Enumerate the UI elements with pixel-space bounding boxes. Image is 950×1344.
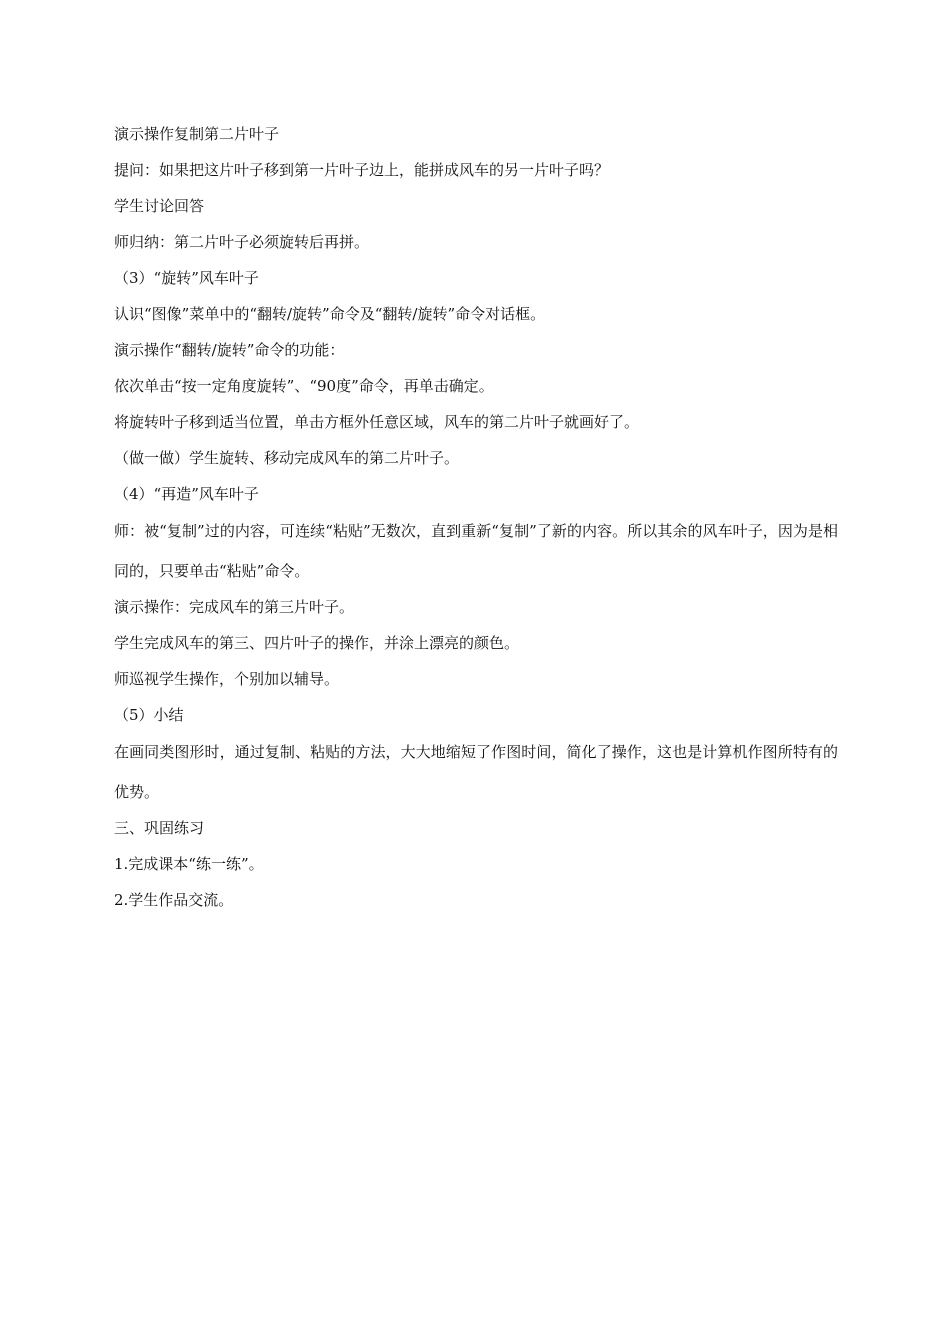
paragraph-summary-text: 在画同类图形时，通过复制、粘贴的方法，大大地缩短了作图时间，简化了操作，这也是计算机作图所特有的优势。 [114,743,838,801]
paragraph-menu-intro: 认识“图像”菜单中的“翻转/旋转”命令及“翻转/旋转”命令对话框。 [114,305,546,323]
heading-summary: （5）小结 [114,706,184,724]
paragraph-question: 提问：如果把这片叶子移到第一片叶子边上，能拼成风车的另一片叶子吗？ [114,161,610,179]
paragraph-student-discuss: 学生讨论回答 [114,197,205,215]
document-body [114,125,838,910]
paragraph-demo-third: 演示操作：完成风车的第三片叶子。 [114,598,355,616]
paragraph-teacher-summary: 师归纳：第二片叶子必须旋转后再拼。 [114,233,370,251]
paragraph-paste-explain: 师：被“复制”过的内容，可连续“粘贴”无数次，直到重新“复制”了新的内容。所以其余的风车叶子，因为是相同的，只要单击“粘贴”命令。 [114,522,838,580]
heading-rotate: （3）“旋转”风车叶子 [114,269,259,287]
list-item-practice-2: 2.学生作品交流。 [114,891,234,909]
heading-practice: 三、巩固练习 [114,819,205,837]
paragraph-teacher-tour: 师巡视学生操作，个别加以辅导。 [114,670,340,688]
paragraph-demo-rotate: 演示操作“翻转/旋转”命令的功能： [114,341,345,359]
paragraph-move-leaf: 将旋转叶子移到适当位置，单击方框外任意区域，风车的第二片叶子就画好了。 [114,413,640,431]
paragraph-demo-copy: 演示操作复制第二片叶子 [114,125,280,143]
paragraph-click-steps: 依次单击“按一定角度旋转”、“90度”命令，再单击确定。 [114,377,494,395]
paragraph-do-it: （做一做）学生旋转、移动完成风车的第二片叶子。 [114,449,460,467]
list-item-practice-1: 1.完成课本“练一练”。 [114,855,264,873]
heading-recreate: （4）“再造”风车叶子 [114,485,259,503]
paragraph-student-complete: 学生完成风车的第三、四片叶子的操作，并涂上漂亮的颜色。 [114,634,520,652]
